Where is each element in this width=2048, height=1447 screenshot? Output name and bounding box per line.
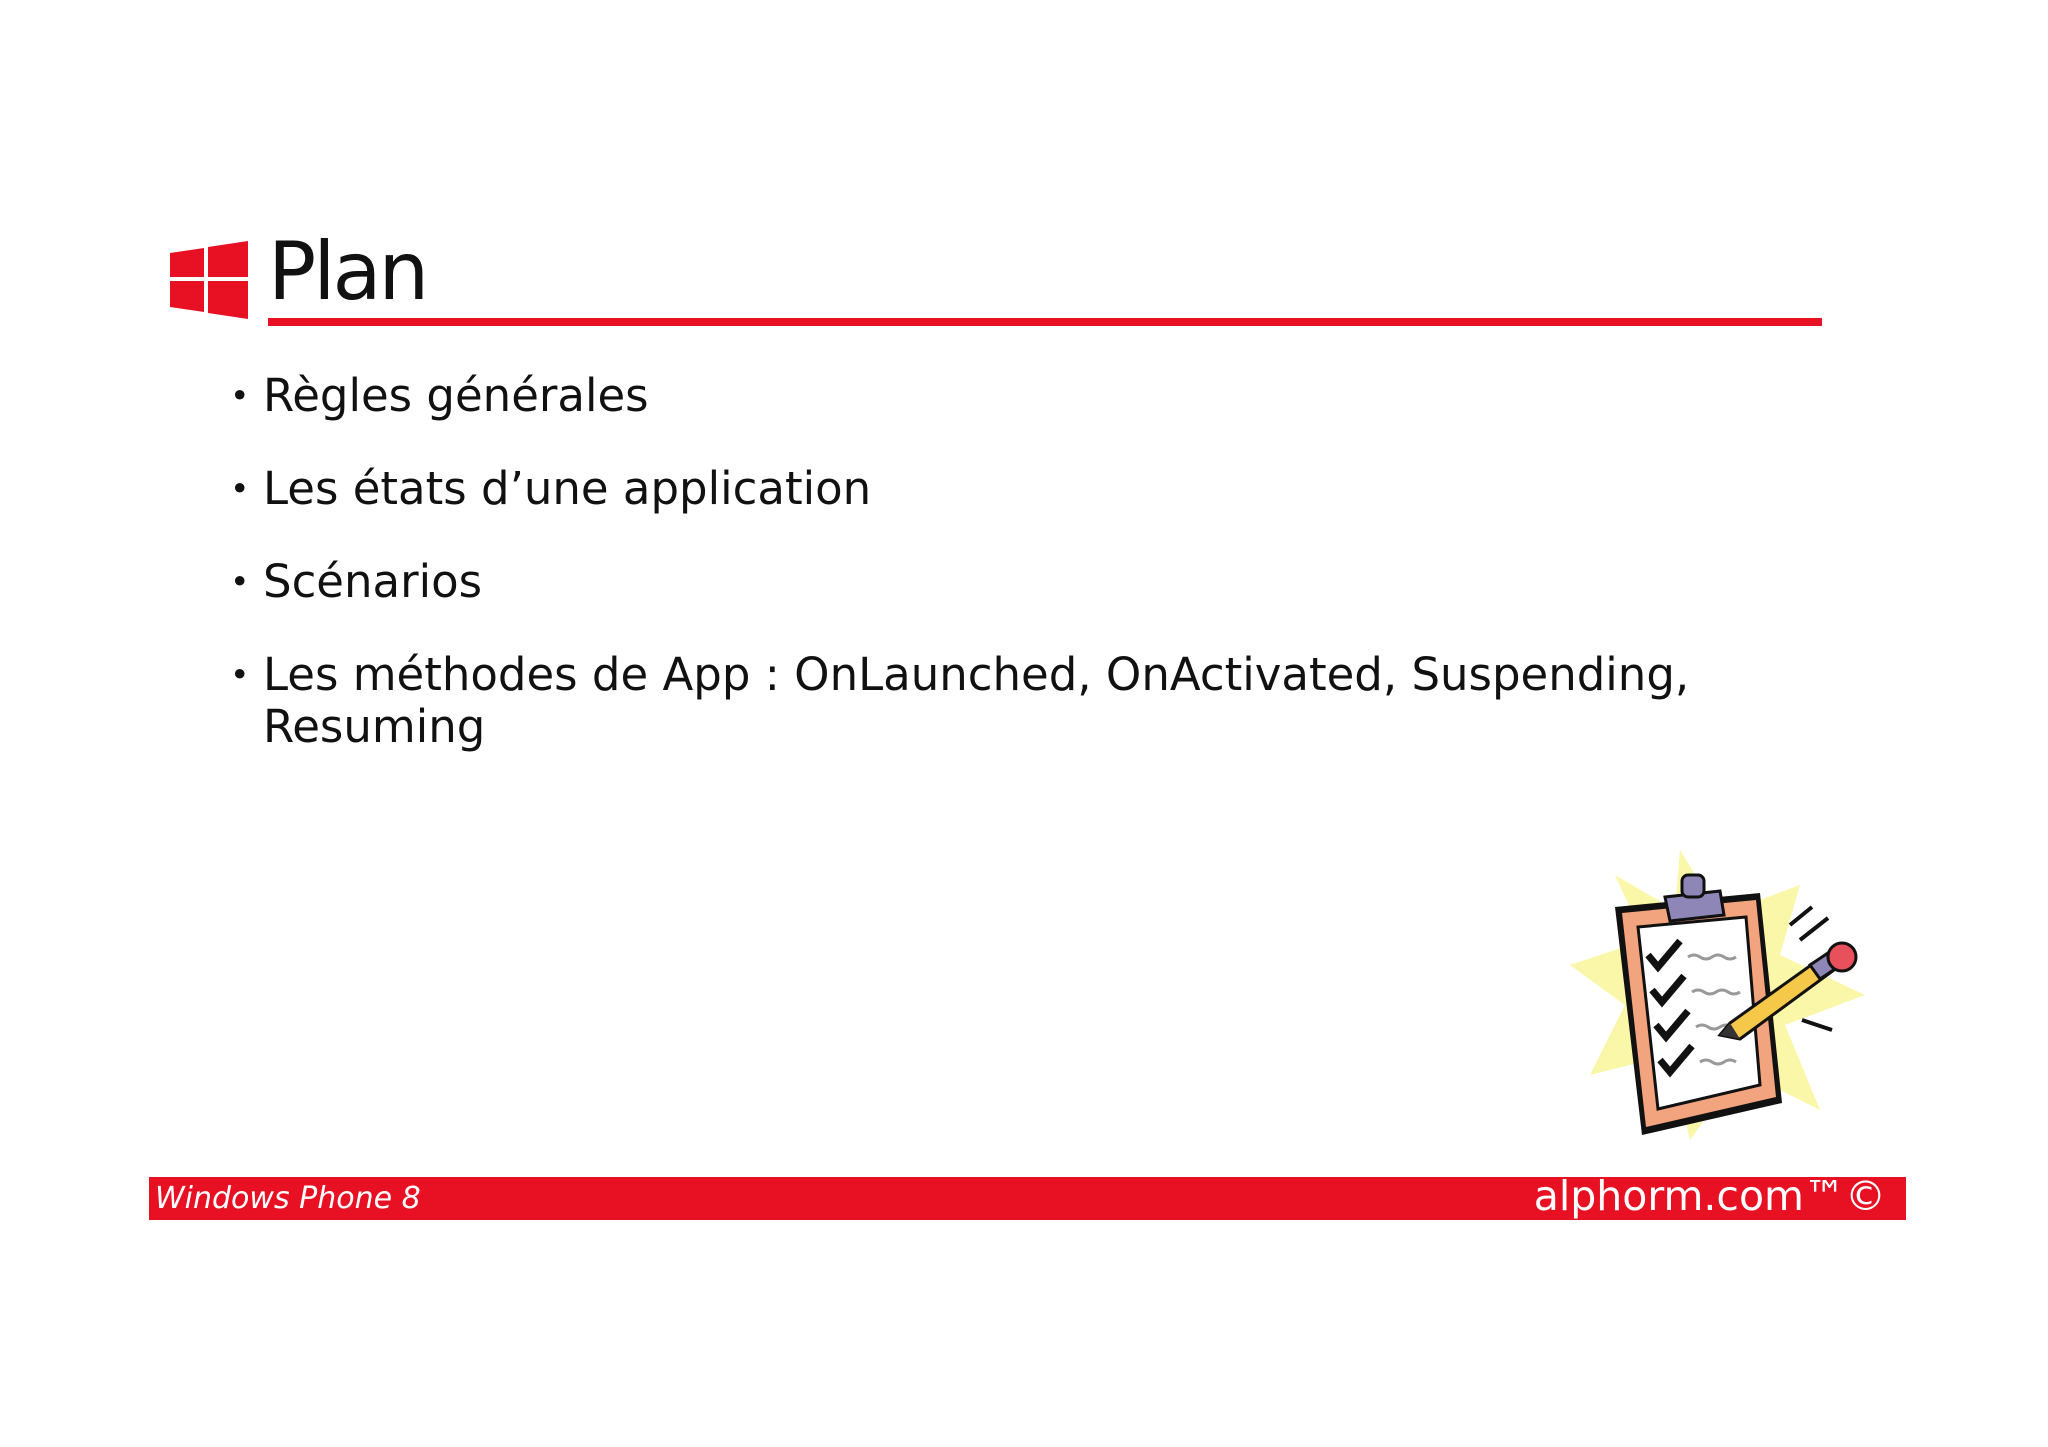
clipboard-checklist-pencil-icon bbox=[1570, 845, 1870, 1145]
bullet-text: Règles générales bbox=[263, 369, 649, 422]
list-item bbox=[230, 370, 1690, 422]
footer-bar bbox=[149, 1172, 1906, 1220]
bullet-text: Les états d’une application bbox=[263, 462, 872, 515]
footer-course-title: Windows Phone 8 bbox=[155, 1181, 421, 1216]
windows-logo-icon bbox=[170, 241, 248, 319]
bullet-list bbox=[230, 370, 1690, 794]
footer-brand: alphorm.com™© bbox=[1533, 1172, 1886, 1220]
list-item bbox=[230, 649, 1690, 753]
bullet-text: Scénarios bbox=[263, 555, 483, 608]
list-item bbox=[230, 556, 1690, 608]
slide-title: Plan bbox=[268, 225, 427, 318]
list-item bbox=[230, 463, 1690, 515]
bullet-marker: • bbox=[230, 376, 250, 415]
bullet-marker: • bbox=[230, 562, 250, 601]
bullet-marker: • bbox=[230, 469, 250, 508]
bullet-text: Les méthodes de App : OnLaunched, OnActivated, Suspending, Resuming bbox=[263, 648, 1690, 753]
title-underline bbox=[268, 318, 1822, 326]
bullet-marker: • bbox=[230, 655, 250, 694]
